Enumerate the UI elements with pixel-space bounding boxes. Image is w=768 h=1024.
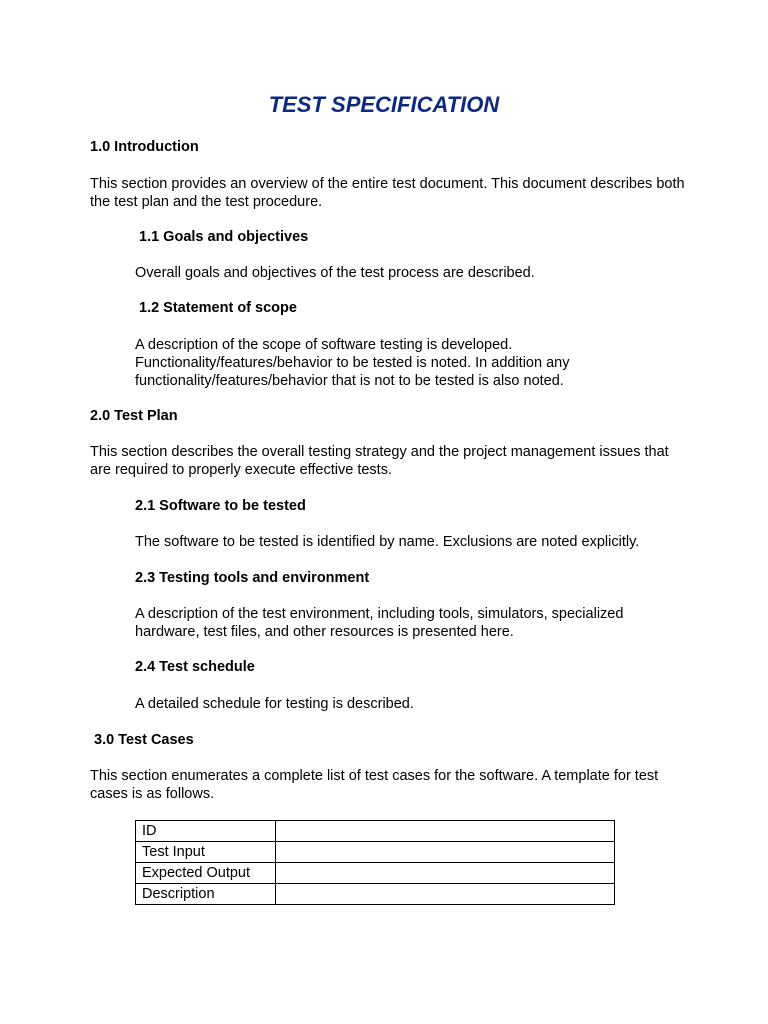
document-title: TEST SPECIFICATION: [268, 92, 500, 117]
paragraph-test-cases: This section enumerates a complete list of test cases for the software. A template for test cases is as follows.: [90, 768, 659, 802]
table-row: [136, 842, 615, 863]
row-value-cell: [276, 842, 615, 863]
paragraph-tools: A description of the test environment, including tools, simulators, specialized hardware, test files, and other resources is presented here.: [135, 606, 624, 640]
test-case-template-table: [135, 820, 615, 905]
paragraph-test-plan: This section describes the overall testing strategy and the project management issues that are required to properly execute effective tests.: [90, 444, 669, 478]
heading-goals: 1.1 Goals and objectives: [139, 229, 309, 245]
row-value-cell: [276, 863, 615, 884]
table-row: [136, 863, 615, 884]
row-label-id: ID: [136, 821, 276, 842]
paragraph-goals: Overall goals and objectives of the test process are described.: [135, 265, 535, 281]
heading-introduction: 1.0 Introduction: [90, 139, 199, 155]
heading-schedule: 2.4 Test schedule: [135, 659, 255, 675]
row-label-test-input: Test Input: [136, 842, 276, 863]
row-value-cell: [276, 821, 615, 842]
table-row: [136, 821, 615, 842]
row-label-description: Description: [136, 884, 276, 905]
heading-tools: 2.3 Testing tools and environment: [135, 570, 370, 586]
paragraph-software: The software to be tested is identified by name. Exclusions are noted explicitly.: [135, 534, 640, 550]
paragraph-introduction: This section provides an overview of the entire test document. This document describes both the test plan and the test procedure.: [90, 176, 685, 210]
heading-scope: 1.2 Statement of scope: [139, 300, 297, 316]
heading-software: 2.1 Software to be tested: [135, 498, 306, 514]
heading-test-cases: 3.0 Test Cases: [94, 732, 194, 748]
row-label-expected-output: Expected Output: [136, 863, 276, 884]
row-value-cell: [276, 884, 615, 905]
paragraph-scope: A description of the scope of software testing is developed. Functionality/features/behavior to be tested is noted. In addition any functionality/features/behavior that is not to be tested is also noted.: [135, 337, 570, 389]
heading-test-plan: 2.0 Test Plan: [90, 408, 178, 424]
table-row: [136, 884, 615, 905]
paragraph-schedule: A detailed schedule for testing is described.: [135, 696, 414, 712]
